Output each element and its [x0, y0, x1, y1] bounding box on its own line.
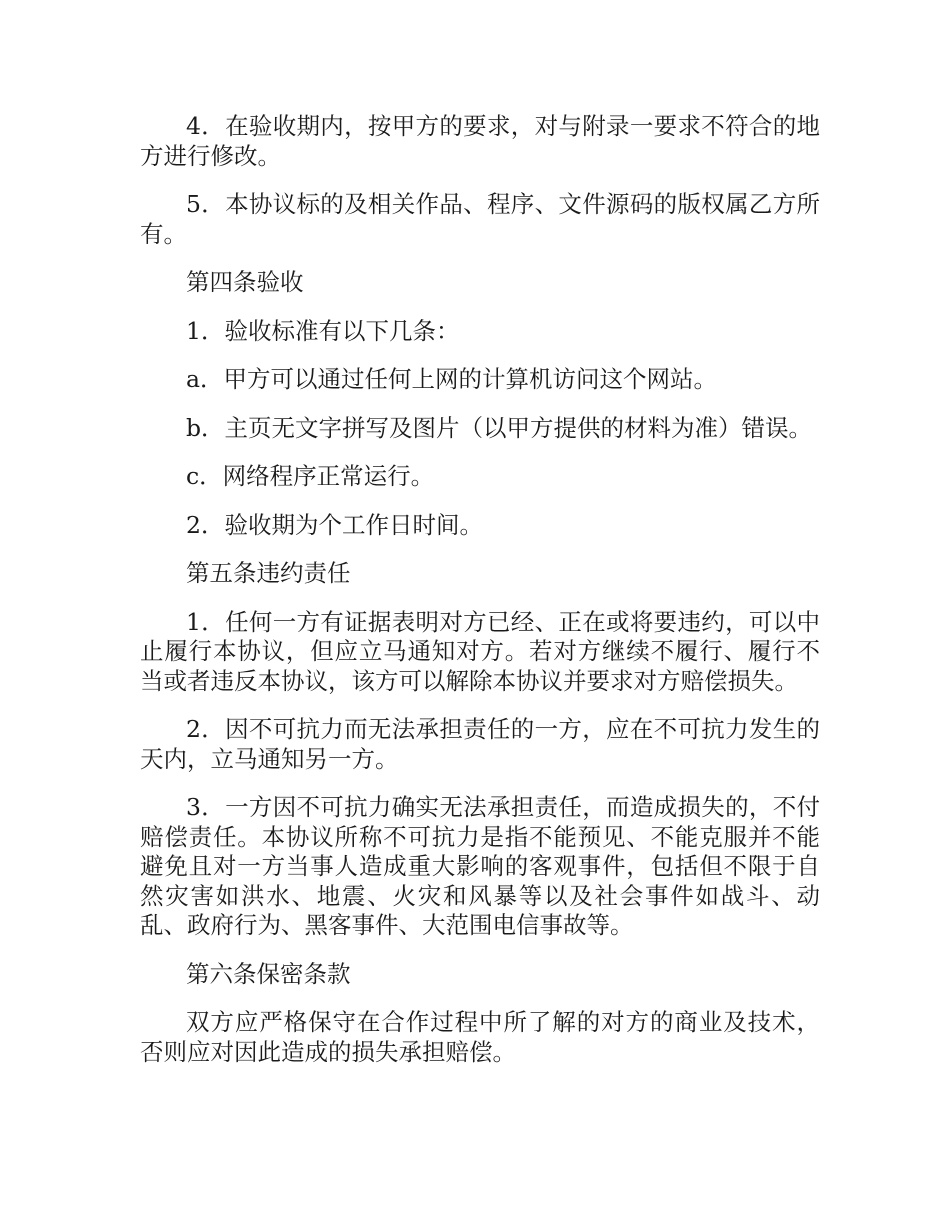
paragraph-item-a: a．甲方可以通过任何上网的计算机访问这个网站。 — [186, 365, 718, 393]
paragraph-breach-1: 1．任何一方有证据表明对方已经、正在或将要违约，可以中止履行本协议，但应立马通知对方。若对方继续不履行、履行不当或者违反本协议，该方可以解除本协议并要求对方赔偿损失。 — [140, 607, 820, 695]
paragraph-item-c: c．网络程序正常运行。 — [186, 462, 435, 490]
section-heading-article-5: 第五条违约责任 — [186, 559, 351, 587]
paragraph-breach-3: 3．一方因不可抗力确实无法承担责任，而造成损失的，不付赔偿责任。本协议所称不可抗力是指不能预见、不能克服并不能避免且对一方当事人造成重大影响的客观事件，包括但不限于自然灾害如洪水、地震、火灾和风暴等以及社会事件如战斗、动乱、政府行为、黑客事件、大范围电信事故等。 — [140, 793, 820, 939]
section-heading-article-4: 第四条验收 — [186, 268, 304, 296]
section-heading-article-6: 第六条保密条款 — [186, 959, 351, 988]
paragraph-acceptance-criteria: 1．验收标准有以下几条： — [186, 316, 460, 345]
paragraph-acceptance-period: 2．验收期为个工作日时间。 — [186, 510, 483, 539]
paragraph-item-b: b．主页无文字拼写及图片（以甲方提供的材料为准）错误。 — [186, 413, 813, 442]
paragraph-clause-4: 4．在验收期内，按甲方的要求，对与附录一要求不符合的地方进行修改。 — [140, 112, 820, 170]
paragraph-confidentiality: 双方应严格保守在合作过程中所了解的对方的商业及技术，否则应对因此造成的损失承担赔偿。 — [140, 1008, 820, 1066]
paragraph-breach-2: 2．因不可抗力而无法承担责任的一方，应在不可抗力发生的天内，立马通知另一方。 — [140, 715, 820, 773]
document-body — [140, 112, 820, 1086]
paragraph-clause-5: 5．本协议标的及相关作品、程序、文件源码的版权属乙方所有。 — [140, 190, 820, 248]
